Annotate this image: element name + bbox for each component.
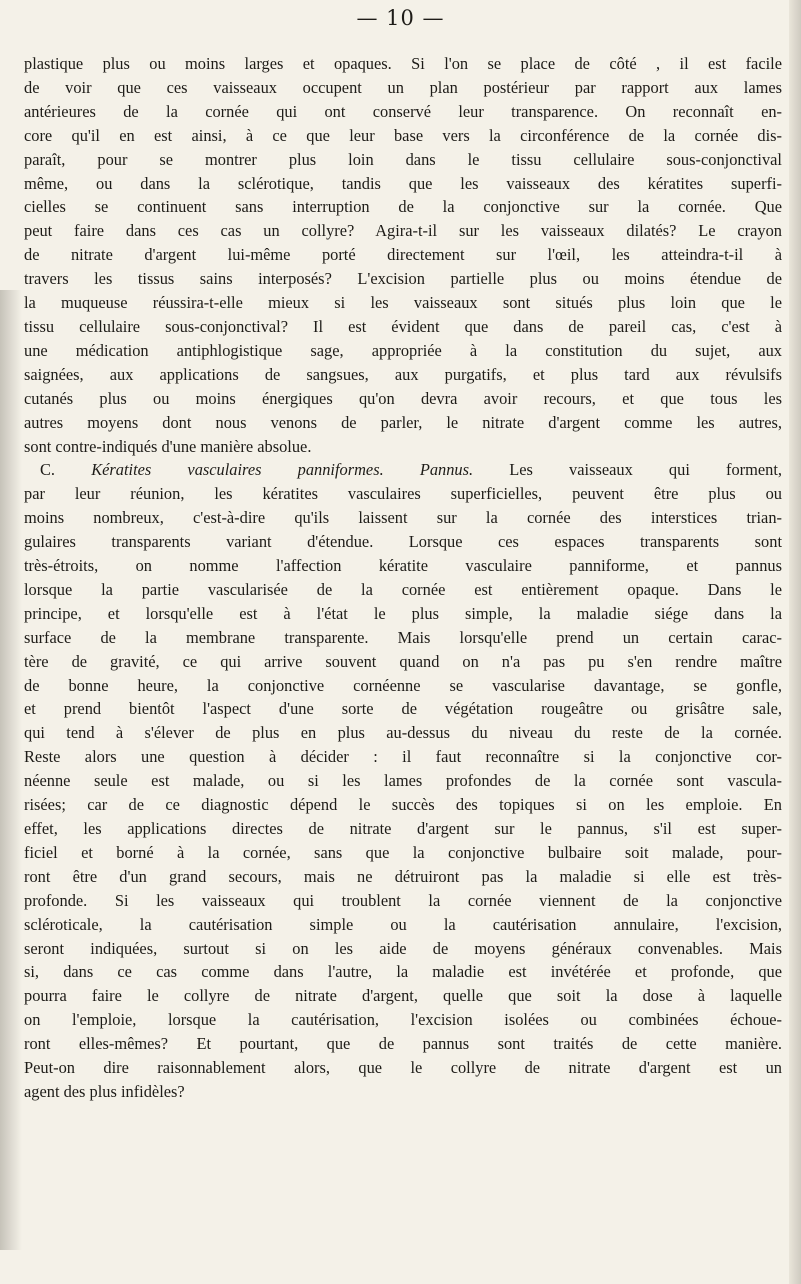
text-line: surface de la membrane transparente. Mais lorsqu'elle prend un certain carac- bbox=[24, 627, 782, 647]
text-line: plastique plus ou moins larges et opaques. Si l'on se place de côté , il est facile bbox=[24, 54, 782, 73]
text-line: de nitrate d'argent lui-même porté directement sur l'œil, les atteindra-t-il à bbox=[24, 245, 782, 265]
text-line: tissu cellulaire sous-conjonctival? Il est évident que dans de pareil cas, c'est à bbox=[24, 316, 782, 336]
paragraph-1 bbox=[24, 52, 782, 458]
text-line: ront être d'un grand secours, mais ne détruiront pas la maladie si elle est très- bbox=[24, 866, 782, 886]
text-line: qui tend à s'élever de plus en plus au-dessus du niveau du reste de la cornée. bbox=[24, 723, 782, 743]
text-line: paraît, pour se montrer plus loin dans le tissu cellulaire sous-conjonctival bbox=[24, 149, 782, 169]
text-line: ront elles-mêmes? Et pourtant, que de pannus sont traités de cette manière. bbox=[24, 1034, 782, 1054]
section-title: Kératites vasculaires panniformes. Pannus. bbox=[91, 460, 474, 480]
paragraph-2 bbox=[24, 458, 782, 1103]
binding-shadow bbox=[0, 290, 22, 1250]
text-line: tère de gravité, ce qui arrive souvent quand on n'a pas pu s'en rendre maître bbox=[24, 651, 782, 671]
text-line: agent des plus infidèles? bbox=[24, 1081, 185, 1101]
text-line: effet, les applications directes de nitrate d'argent sur le pannus, s'il est super- bbox=[24, 819, 782, 838]
text-line: par leur réunion, les kératites vasculaires superficielles, peuvent être plus ou bbox=[24, 484, 782, 504]
text-line: autres moyens dont nous venons de parler, le nitrate d'argent comme les autres, bbox=[24, 412, 782, 432]
text-line: on l'emploie, lorsque la cautérisation, l'excision isolées ou combinées échoue- bbox=[24, 1010, 782, 1030]
text-line: même, ou dans la sclérotique, tandis que les vaisseaux des kératites superfi- bbox=[24, 173, 782, 193]
page-number: — 10 — bbox=[356, 6, 445, 30]
text-line: de bonne heure, la conjonctive cornéenne se vascularise davantage, se gonfle, bbox=[24, 675, 782, 695]
text-line: Reste alors une question à décider : il faut reconnaître si la conjonctive cor- bbox=[24, 747, 782, 767]
text-line: travers les tissus sains interposés? L'excision partielle plus ou moins étendue de bbox=[24, 269, 782, 289]
text-line: néenne seule est malade, ou si les lames profondes de la cornée sont vascula- bbox=[24, 771, 782, 791]
text-line: peut faire dans ces cas un collyre? Agira-t-il sur les vaisseaux dilatés? Le crayon bbox=[24, 221, 782, 241]
text-line: seront indiquées, surtout si on les aide de moyens généraux convenables. Mais bbox=[24, 938, 782, 958]
text-line: moins nombreux, c'est-à-dire qu'ils laissent sur la cornée des interstices trian- bbox=[24, 508, 782, 528]
text-line: gulaires transparents variant d'étendue. Lorsque ces espaces transparents sont bbox=[24, 532, 782, 552]
text-line: risées; car de ce diagnostic dépend le succès des topiques si on les emploie. En bbox=[24, 795, 782, 815]
text-line: très-étroits, on nomme l'affection kératite vasculaire panniforme, et pannus bbox=[24, 556, 782, 576]
text-line: une médication antiphlogistique sage, appropriée à la constitution du sujet, aux bbox=[24, 340, 782, 360]
text-line: cielles se continuent sans interruption de la conjonctive sur la cornée. Que bbox=[24, 197, 782, 217]
text-line: profonde. Si les vaisseaux qui troublent la cornée viennent de la conjonctive bbox=[24, 890, 782, 910]
paragraph-2-first-line bbox=[24, 458, 782, 482]
text-line: la muqueuse réussira-t-elle mieux si les vaisseaux sont situés plus loin que le bbox=[24, 293, 782, 313]
text-line: scléroticale, la cautérisation simple ou la cautérisation annulaire, l'excision, bbox=[24, 914, 782, 934]
text-line: ficiel et borné à la cornée, sans que la conjonctive bulbaire soit malade, pour- bbox=[24, 842, 782, 862]
text-line: cutanés plus ou moins énergiques qu'on devra avoir recours, et que tous les bbox=[24, 388, 782, 408]
text-line: antérieures de la cornée qui ont conservé leur transparence. On reconnaît en- bbox=[24, 101, 782, 121]
text-line: lorsque la partie vascularisée de la cornée est entièrement opaque. Dans le bbox=[24, 579, 782, 599]
text-line: si, dans ce cas comme dans l'autre, la maladie est invétérée et profonde, que bbox=[24, 962, 782, 982]
text-line: core qu'il en est ainsi, à ce que leur base vers la circonférence de la cornée dis- bbox=[24, 125, 782, 145]
body-text bbox=[24, 52, 782, 1104]
text-line: et prend bientôt l'aspect d'une sorte de végétation rougeâtre ou grisâtre sale, bbox=[24, 699, 782, 719]
text-line: sont contre-indiqués d'une manière absolue. bbox=[24, 436, 312, 456]
text-line: de voir que ces vaisseaux occupent un plan postérieur par rapport aux lames bbox=[24, 77, 782, 97]
text-line: saignées, aux applications de sangsues, aux purgatifs, et plus tard aux révulsifs bbox=[24, 364, 782, 384]
text-line: principe, et lorsqu'elle est à l'état le plus simple, la maladie siége dans la bbox=[24, 603, 782, 623]
section-letter: C. bbox=[40, 460, 56, 480]
page-edge bbox=[789, 0, 801, 1284]
text-line: Peut-on dire raisonnablement alors, que le collyre de nitrate d'argent est un bbox=[24, 1058, 782, 1078]
paragraph-2-first-text: Les vaisseaux qui forment, bbox=[509, 460, 782, 480]
text-line: pourra faire le collyre de nitrate d'argent, quelle que soit la dose à laquelle bbox=[24, 986, 782, 1006]
